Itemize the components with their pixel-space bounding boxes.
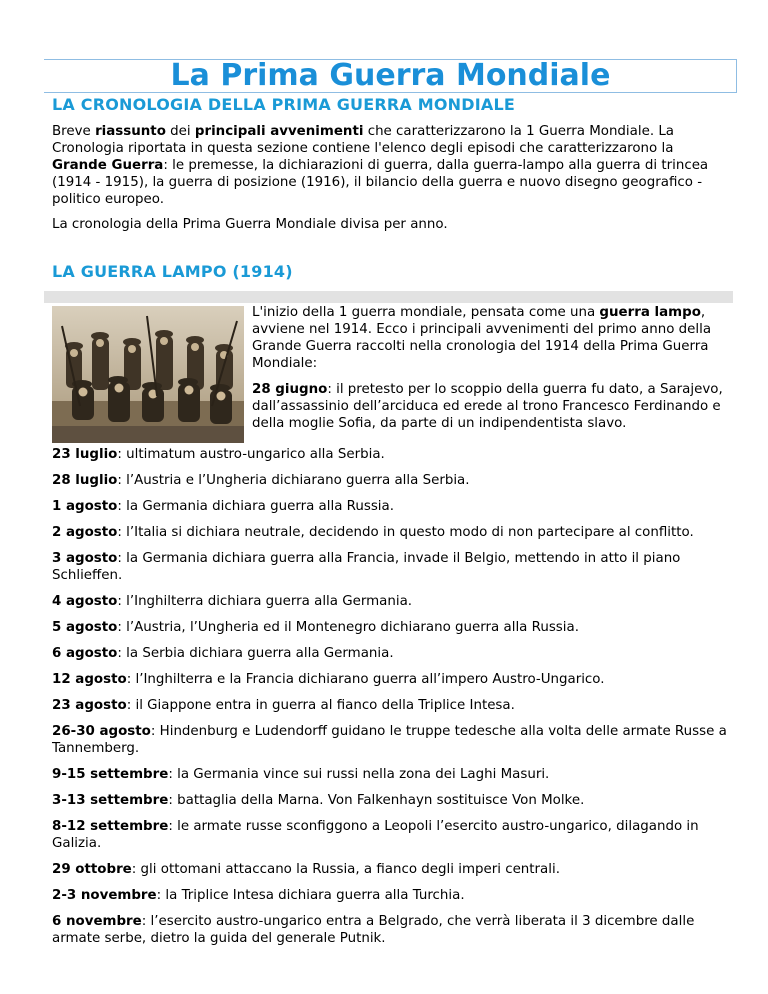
timeline-entry [52, 645, 732, 662]
timeline-entry [52, 671, 732, 688]
body-text: L'inizio della 1 guerra mondiale, pensata come una [252, 305, 600, 320]
timeline-entry [52, 550, 732, 584]
guerra-lampo-side-text [252, 304, 730, 432]
timeline-list [52, 446, 732, 956]
entry-text: : gli ottomani attaccano la Russia, a fianco degli imperi centrali. [131, 862, 560, 877]
intro-paragraph [52, 123, 722, 208]
entry-text: : la Serbia dichiara guerra alla Germania. [117, 646, 394, 661]
entry-date: 28 giugno [252, 382, 328, 397]
emphasis-text: Grande Guerra [52, 158, 164, 173]
entry-text: : il Giappone entra in guerra al fianco della Triplice Intesa. [126, 698, 515, 713]
timeline-entry [52, 913, 732, 947]
entry-text: : Hindenburg e Ludendorff guidano le truppe tedesche alla volta delle armate Russe a Tannemberg. [52, 724, 727, 756]
page-title: La Prima Guerra Mondiale [170, 58, 611, 93]
entry-date: 28 luglio [52, 473, 118, 488]
entry-text: : l’Austria e l’Ungheria dichiarano guerra alla Serbia. [117, 473, 470, 488]
timeline-entry [52, 619, 732, 636]
entry-text: : la Germania vince sui russi nella zona dei Laghi Masuri. [168, 767, 550, 782]
entry-text: : battaglia della Marna. Von Falkenhayn sostituisce Von Molke. [168, 793, 585, 808]
timeline-entry [52, 472, 732, 489]
emphasis-text: guerra lampo [599, 305, 701, 320]
body-text: dei [165, 124, 195, 139]
entry-date: 29 ottobre [52, 862, 132, 877]
entry-text: : la Germania dichiara guerra alla Russia. [117, 499, 394, 514]
entry-date: 5 agosto [52, 620, 118, 635]
entry-date: 3-13 settembre [52, 793, 169, 808]
entry-text: : le armate russe sconfiggono a Leopoli l’esercito austro-ungarico, dilagando in Galizia. [52, 819, 699, 851]
timeline-entry [52, 861, 732, 878]
entry-text: : l’Inghilterra e la Francia dichiarano guerra all’impero Austro-Ungarico. [126, 672, 605, 687]
entry-date: 4 agosto [52, 594, 118, 609]
side-intro-paragraph [252, 304, 730, 372]
entry-date: 3 agosto [52, 551, 118, 566]
entry-text: : ultimatum austro-ungarico alla Serbia. [117, 447, 385, 462]
timeline-entry [52, 723, 732, 757]
entry-date: 23 agosto [52, 698, 127, 713]
entry-date: 26-30 agosto [52, 724, 151, 739]
timeline-entry [52, 818, 732, 852]
emphasis-text: riassunto [95, 124, 166, 139]
soldiers-photo [52, 306, 244, 443]
section-heading-cronologia: LA CRONOLOGIA DELLA PRIMA GUERRA MONDIALE [52, 95, 516, 114]
section-divider-bar [44, 291, 733, 303]
timeline-entry [52, 887, 732, 904]
body-text: , avviene nel 1914. Ecco i principali avvenimenti del primo anno della Grande Guerra raccolti nella cronologia del 1914 della Prima Guerra Mondiale: [252, 305, 712, 371]
intro-note: La cronologia della Prima Guerra Mondiale divisa per anno. [52, 217, 448, 232]
entry-date: 9-15 settembre [52, 767, 169, 782]
entry-text: : l’esercito austro-ungarico entra a Belgrado, che verrà liberata il 3 dicembre dalle armate serbe, dietro la guida del generale Putnik. [52, 914, 695, 946]
timeline-entry [52, 697, 732, 714]
entry-date: 8-12 settembre [52, 819, 169, 834]
body-text: : le premesse, la dichiarazioni di guerra, dalla guerra-lampo alla guerra di trincea (1914 - 1915), la guerra di posizione (1916), il bilancio della guerra e nuovo disegno geografico - politico europeo. [52, 158, 709, 207]
entry-date: 6 novembre [52, 914, 142, 929]
entry-text: : la Germania dichiara guerra alla Francia, invade il Belgio, mettendo in atto il piano Schlieffen. [52, 551, 681, 583]
entry-text: : la Triplice Intesa dichiara guerra alla Turchia. [156, 888, 465, 903]
section-heading-guerra-lampo: LA GUERRA LAMPO (1914) [52, 262, 293, 281]
entry-text: : l’Austria, l’Ungheria ed il Montenegro dichiarano guerra alla Russia. [117, 620, 579, 635]
timeline-entry [52, 446, 732, 463]
entry-date: 1 agosto [52, 499, 118, 514]
entry-text: : l’Inghilterra dichiara guerra alla Germania. [117, 594, 413, 609]
entry-date: 12 agosto [52, 672, 127, 687]
entry-date: 6 agosto [52, 646, 118, 661]
emphasis-text: principali avvenimenti [194, 124, 364, 139]
timeline-entry [52, 498, 732, 515]
timeline-entry [52, 593, 732, 610]
timeline-entry [252, 381, 730, 432]
entry-date: 23 luglio [52, 447, 118, 462]
body-text: che caratterizzarono la 1 Guerra Mondiale. La Cronologia riportata in questa sezione contiene l'elenco degli episodi che caratterizzarono la [52, 124, 674, 156]
timeline-entry [52, 766, 732, 783]
entry-date: 2-3 novembre [52, 888, 157, 903]
timeline-entry [52, 524, 732, 541]
body-text: Breve [52, 124, 96, 139]
entry-text: : il pretesto per lo scoppio della guerra fu dato, a Sarajevo, dall’assassinio dell’arciduca ed erede al trono Francesco Ferdinando e della moglie Sofia, da parte di un indipendentista slavo. [252, 382, 723, 431]
timeline-entry [52, 792, 732, 809]
entry-date: 2 agosto [52, 525, 118, 540]
entry-text: : l’Italia si dichiara neutrale, decidendo in questo modo di non partecipare al conflitto. [117, 525, 694, 540]
